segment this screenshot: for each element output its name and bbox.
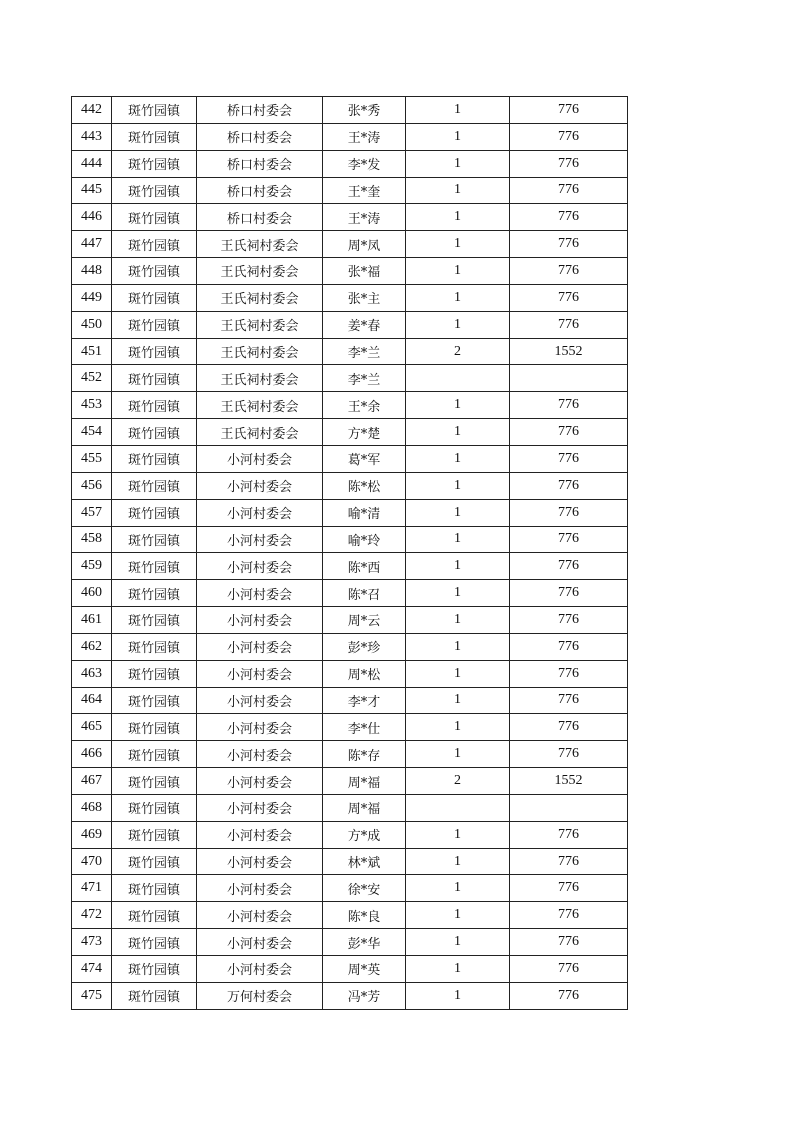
cell-town: 斑竹园镇 <box>112 660 197 687</box>
table-row <box>72 902 628 929</box>
cell-amount: 776 <box>510 150 628 177</box>
cell-village: 王氏祠村委会 <box>197 231 323 258</box>
cell-town: 斑竹园镇 <box>112 768 197 795</box>
cell-amount: 1552 <box>510 768 628 795</box>
cell-amount: 776 <box>510 123 628 150</box>
cell-number: 457 <box>72 499 112 526</box>
cell-count: 1 <box>406 821 510 848</box>
cell-number: 446 <box>72 204 112 231</box>
cell-count: 2 <box>406 768 510 795</box>
table-row <box>72 607 628 634</box>
table-row <box>72 580 628 607</box>
table-row <box>72 311 628 338</box>
cell-count: 1 <box>406 607 510 634</box>
cell-count: 1 <box>406 258 510 285</box>
table-row <box>72 419 628 446</box>
cell-village: 小河村委会 <box>197 902 323 929</box>
cell-person-name: 冯*芳 <box>323 982 406 1009</box>
cell-town: 斑竹园镇 <box>112 633 197 660</box>
cell-number: 442 <box>72 97 112 124</box>
cell-amount: 776 <box>510 499 628 526</box>
cell-village: 小河村委会 <box>197 821 323 848</box>
cell-person-name: 方*成 <box>323 821 406 848</box>
cell-count: 1 <box>406 687 510 714</box>
cell-person-name: 李*兰 <box>323 338 406 365</box>
cell-town: 斑竹园镇 <box>112 123 197 150</box>
cell-village: 王氏祠村委会 <box>197 284 323 311</box>
cell-amount: 776 <box>510 258 628 285</box>
cell-village: 王氏祠村委会 <box>197 258 323 285</box>
table-row <box>72 687 628 714</box>
cell-person-name: 徐*安 <box>323 875 406 902</box>
cell-amount: 776 <box>510 982 628 1009</box>
cell-amount: 776 <box>510 687 628 714</box>
cell-person-name: 李*发 <box>323 150 406 177</box>
cell-number: 462 <box>72 633 112 660</box>
cell-count: 1 <box>406 929 510 956</box>
cell-village: 王氏祠村委会 <box>197 311 323 338</box>
cell-number: 454 <box>72 419 112 446</box>
cell-town: 斑竹园镇 <box>112 741 197 768</box>
cell-amount: 1552 <box>510 338 628 365</box>
cell-person-name: 周*云 <box>323 607 406 634</box>
cell-village: 小河村委会 <box>197 687 323 714</box>
table-row <box>72 338 628 365</box>
table-row <box>72 204 628 231</box>
cell-count: 1 <box>406 902 510 929</box>
cell-village: 小河村委会 <box>197 875 323 902</box>
cell-number: 447 <box>72 231 112 258</box>
cell-amount: 776 <box>510 633 628 660</box>
cell-town: 斑竹园镇 <box>112 902 197 929</box>
cell-amount <box>510 794 628 821</box>
cell-count <box>406 365 510 392</box>
cell-person-name: 周*英 <box>323 956 406 983</box>
cell-village: 小河村委会 <box>197 580 323 607</box>
cell-town: 斑竹园镇 <box>112 929 197 956</box>
table-row <box>72 821 628 848</box>
table-row <box>72 660 628 687</box>
table-row <box>72 499 628 526</box>
cell-town: 斑竹园镇 <box>112 526 197 553</box>
cell-town: 斑竹园镇 <box>112 714 197 741</box>
cell-village: 小河村委会 <box>197 499 323 526</box>
table-row <box>72 982 628 1009</box>
cell-town: 斑竹园镇 <box>112 177 197 204</box>
table-row <box>72 284 628 311</box>
cell-count: 1 <box>406 660 510 687</box>
cell-number: 458 <box>72 526 112 553</box>
cell-number: 472 <box>72 902 112 929</box>
cell-person-name: 张*主 <box>323 284 406 311</box>
cell-village: 小河村委会 <box>197 848 323 875</box>
cell-town: 斑竹园镇 <box>112 97 197 124</box>
cell-number: 471 <box>72 875 112 902</box>
cell-town: 斑竹园镇 <box>112 848 197 875</box>
cell-person-name: 陈*西 <box>323 553 406 580</box>
cell-amount: 776 <box>510 311 628 338</box>
cell-count: 1 <box>406 526 510 553</box>
cell-town: 斑竹园镇 <box>112 794 197 821</box>
cell-town: 斑竹园镇 <box>112 687 197 714</box>
cell-town: 斑竹园镇 <box>112 472 197 499</box>
cell-town: 斑竹园镇 <box>112 956 197 983</box>
cell-town: 斑竹园镇 <box>112 204 197 231</box>
cell-town: 斑竹园镇 <box>112 499 197 526</box>
cell-count: 1 <box>406 311 510 338</box>
cell-village: 桥口村委会 <box>197 177 323 204</box>
cell-number: 468 <box>72 794 112 821</box>
cell-person-name: 周*松 <box>323 660 406 687</box>
table-row <box>72 875 628 902</box>
cell-amount: 776 <box>510 607 628 634</box>
table-row <box>72 956 628 983</box>
cell-village: 小河村委会 <box>197 768 323 795</box>
cell-person-name: 周*福 <box>323 794 406 821</box>
cell-town: 斑竹园镇 <box>112 338 197 365</box>
cell-count: 1 <box>406 392 510 419</box>
cell-amount: 776 <box>510 929 628 956</box>
cell-person-name: 彭*珍 <box>323 633 406 660</box>
cell-person-name: 王*余 <box>323 392 406 419</box>
table-row <box>72 392 628 419</box>
cell-village: 小河村委会 <box>197 929 323 956</box>
cell-town: 斑竹园镇 <box>112 875 197 902</box>
cell-count: 1 <box>406 445 510 472</box>
cell-person-name: 陈*召 <box>323 580 406 607</box>
cell-village: 小河村委会 <box>197 660 323 687</box>
cell-town: 斑竹园镇 <box>112 580 197 607</box>
cell-count: 1 <box>406 633 510 660</box>
cell-number: 459 <box>72 553 112 580</box>
cell-village: 小河村委会 <box>197 956 323 983</box>
cell-count: 1 <box>406 741 510 768</box>
cell-amount: 776 <box>510 472 628 499</box>
cell-number: 464 <box>72 687 112 714</box>
cell-village: 万何村委会 <box>197 982 323 1009</box>
cell-amount: 776 <box>510 231 628 258</box>
cell-town: 斑竹园镇 <box>112 150 197 177</box>
cell-amount: 776 <box>510 714 628 741</box>
cell-amount: 776 <box>510 445 628 472</box>
cell-village: 小河村委会 <box>197 794 323 821</box>
cell-number: 469 <box>72 821 112 848</box>
cell-amount: 776 <box>510 875 628 902</box>
cell-village: 小河村委会 <box>197 526 323 553</box>
cell-person-name: 林*斌 <box>323 848 406 875</box>
cell-town: 斑竹园镇 <box>112 311 197 338</box>
cell-number: 456 <box>72 472 112 499</box>
cell-count: 1 <box>406 553 510 580</box>
cell-village: 桥口村委会 <box>197 204 323 231</box>
cell-person-name: 王*奎 <box>323 177 406 204</box>
cell-village: 王氏祠村委会 <box>197 365 323 392</box>
cell-person-name: 方*楚 <box>323 419 406 446</box>
cell-village: 小河村委会 <box>197 472 323 499</box>
cell-village: 桥口村委会 <box>197 123 323 150</box>
cell-amount: 776 <box>510 284 628 311</box>
table-row <box>72 741 628 768</box>
cell-number: 448 <box>72 258 112 285</box>
cell-town: 斑竹园镇 <box>112 258 197 285</box>
table-row <box>72 714 628 741</box>
cell-number: 451 <box>72 338 112 365</box>
table-row <box>72 526 628 553</box>
cell-amount: 776 <box>510 392 628 419</box>
cell-count: 1 <box>406 956 510 983</box>
cell-count: 1 <box>406 982 510 1009</box>
cell-amount: 776 <box>510 177 628 204</box>
cell-village: 小河村委会 <box>197 445 323 472</box>
table-row <box>72 848 628 875</box>
cell-village: 小河村委会 <box>197 633 323 660</box>
cell-number: 443 <box>72 123 112 150</box>
cell-count: 1 <box>406 97 510 124</box>
cell-person-name: 姜*春 <box>323 311 406 338</box>
cell-person-name: 陈*存 <box>323 741 406 768</box>
cell-count: 1 <box>406 580 510 607</box>
cell-town: 斑竹园镇 <box>112 231 197 258</box>
cell-person-name: 张*福 <box>323 258 406 285</box>
cell-village: 小河村委会 <box>197 607 323 634</box>
cell-town: 斑竹园镇 <box>112 553 197 580</box>
cell-number: 452 <box>72 365 112 392</box>
cell-village: 王氏祠村委会 <box>197 419 323 446</box>
cell-count: 1 <box>406 714 510 741</box>
cell-number: 449 <box>72 284 112 311</box>
cell-count: 1 <box>406 284 510 311</box>
table-row <box>72 794 628 821</box>
cell-count: 1 <box>406 150 510 177</box>
table-row <box>72 97 628 124</box>
cell-town: 斑竹园镇 <box>112 284 197 311</box>
cell-person-name: 葛*军 <box>323 445 406 472</box>
cell-village: 小河村委会 <box>197 553 323 580</box>
cell-number: 453 <box>72 392 112 419</box>
cell-person-name: 李*才 <box>323 687 406 714</box>
cell-count: 1 <box>406 419 510 446</box>
cell-count: 1 <box>406 499 510 526</box>
cell-person-name: 李*兰 <box>323 365 406 392</box>
cell-person-name: 张*秀 <box>323 97 406 124</box>
cell-person-name: 周*凤 <box>323 231 406 258</box>
cell-count: 1 <box>406 204 510 231</box>
cell-number: 470 <box>72 848 112 875</box>
table-row <box>72 929 628 956</box>
cell-count: 1 <box>406 848 510 875</box>
cell-number: 465 <box>72 714 112 741</box>
cell-amount: 776 <box>510 848 628 875</box>
cell-town: 斑竹园镇 <box>112 365 197 392</box>
cell-person-name: 喻*玲 <box>323 526 406 553</box>
cell-village: 小河村委会 <box>197 741 323 768</box>
cell-amount: 776 <box>510 821 628 848</box>
cell-count: 1 <box>406 177 510 204</box>
cell-town: 斑竹园镇 <box>112 445 197 472</box>
cell-count: 1 <box>406 472 510 499</box>
cell-person-name: 周*福 <box>323 768 406 795</box>
cell-amount: 776 <box>510 956 628 983</box>
table-row <box>72 472 628 499</box>
table-row <box>72 177 628 204</box>
cell-town: 斑竹园镇 <box>112 607 197 634</box>
cell-amount: 776 <box>510 553 628 580</box>
cell-number: 474 <box>72 956 112 983</box>
cell-person-name: 李*仕 <box>323 714 406 741</box>
table-row <box>72 150 628 177</box>
cell-amount <box>510 365 628 392</box>
cell-number: 450 <box>72 311 112 338</box>
table-row <box>72 123 628 150</box>
cell-number: 466 <box>72 741 112 768</box>
cell-person-name: 喻*清 <box>323 499 406 526</box>
cell-amount: 776 <box>510 97 628 124</box>
table-row <box>72 553 628 580</box>
cell-amount: 776 <box>510 419 628 446</box>
cell-amount: 776 <box>510 526 628 553</box>
cell-number: 445 <box>72 177 112 204</box>
table-row <box>72 633 628 660</box>
cell-amount: 776 <box>510 580 628 607</box>
cell-town: 斑竹园镇 <box>112 392 197 419</box>
cell-village: 王氏祠村委会 <box>197 338 323 365</box>
cell-count: 1 <box>406 875 510 902</box>
cell-number: 467 <box>72 768 112 795</box>
table-row <box>72 231 628 258</box>
cell-person-name: 陈*松 <box>323 472 406 499</box>
cell-village: 桥口村委会 <box>197 150 323 177</box>
cell-person-name: 王*涛 <box>323 204 406 231</box>
table-row <box>72 445 628 472</box>
cell-person-name: 王*涛 <box>323 123 406 150</box>
table-row <box>72 365 628 392</box>
cell-village: 王氏祠村委会 <box>197 392 323 419</box>
cell-count: 1 <box>406 123 510 150</box>
cell-amount: 776 <box>510 660 628 687</box>
cell-person-name: 陈*良 <box>323 902 406 929</box>
cell-town: 斑竹园镇 <box>112 821 197 848</box>
cell-number: 461 <box>72 607 112 634</box>
cell-town: 斑竹园镇 <box>112 419 197 446</box>
cell-count <box>406 794 510 821</box>
cell-person-name: 彭*华 <box>323 929 406 956</box>
cell-number: 475 <box>72 982 112 1009</box>
cell-number: 473 <box>72 929 112 956</box>
cell-number: 455 <box>72 445 112 472</box>
cell-amount: 776 <box>510 902 628 929</box>
cell-count: 1 <box>406 231 510 258</box>
cell-village: 桥口村委会 <box>197 97 323 124</box>
cell-village: 小河村委会 <box>197 714 323 741</box>
cell-number: 463 <box>72 660 112 687</box>
cell-amount: 776 <box>510 204 628 231</box>
table-body <box>72 97 628 1010</box>
cell-count: 2 <box>406 338 510 365</box>
cell-town: 斑竹园镇 <box>112 982 197 1009</box>
table-row <box>72 768 628 795</box>
data-table <box>71 96 628 1010</box>
table-row <box>72 258 628 285</box>
cell-number: 444 <box>72 150 112 177</box>
cell-number: 460 <box>72 580 112 607</box>
cell-amount: 776 <box>510 741 628 768</box>
